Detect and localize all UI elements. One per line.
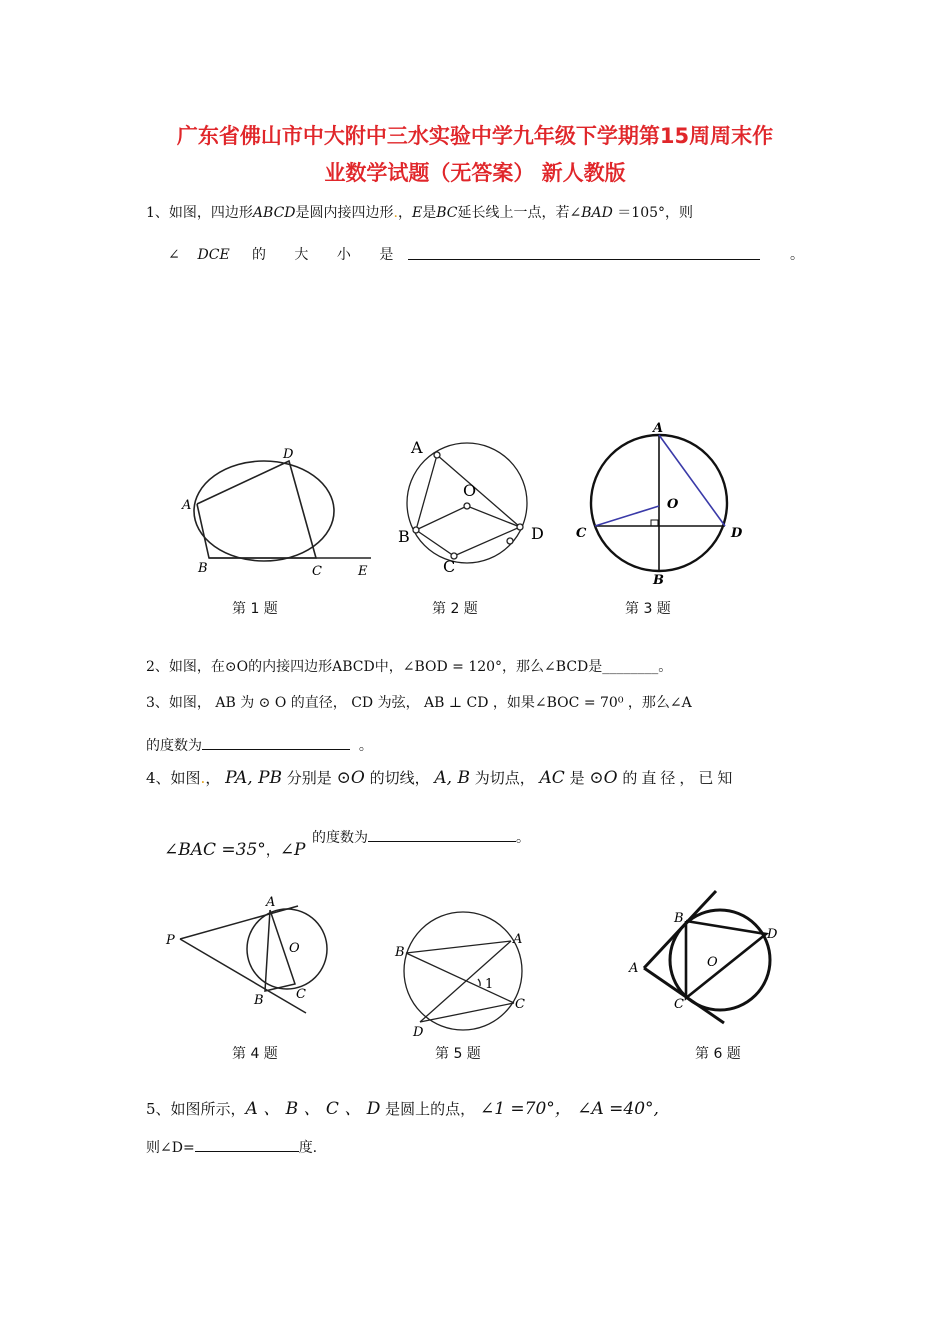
- figure-1: [194, 461, 371, 561]
- fig3-label-a: A: [653, 421, 664, 436]
- fig3-label-d: D: [731, 526, 743, 541]
- fig2-label-o: O: [463, 481, 477, 500]
- fig3-label-c: C: [576, 526, 587, 541]
- fig1-label-d: D: [283, 447, 294, 462]
- figure-2: [407, 443, 527, 563]
- question-4-line-2b: 的度数为 。: [312, 827, 530, 847]
- caption-figure-6: 第 6 题: [695, 1046, 741, 1062]
- caption-figure-1: 第 1 题: [232, 601, 278, 617]
- fig1-label-b: B: [198, 561, 208, 576]
- fig2-label-a: A: [411, 438, 423, 457]
- fig2-label-b: B: [398, 527, 410, 546]
- figure-3: [591, 435, 727, 572]
- question-3-line-1: 3、如图， AB 为 ⊙ O 的直径， CD 为弦， AB ⊥ CD ，如果∠BOC = 70⁰ ，那么∠A: [146, 695, 692, 711]
- question-5-answer-blank[interactable]: [195, 1137, 299, 1152]
- page-title-line-2: 业数学试题（无答案） 新人教版: [324, 161, 626, 185]
- caption-figure-5: 第 5 题: [435, 1046, 481, 1062]
- fig3-label-o: O: [667, 497, 679, 512]
- figures-row-2: [0, 880, 950, 1050]
- question-1-answer-blank[interactable]: [408, 259, 760, 260]
- fig4-label-p: P: [166, 933, 175, 948]
- page-title-line-1: 广东省佛山市中大附中三水实验中学九年级下学期第15周周末作: [176, 124, 774, 148]
- fig6-label-o: O: [707, 955, 718, 970]
- fig2-label-c: C: [443, 557, 456, 576]
- fig1-label-a: A: [182, 498, 192, 513]
- fig3-label-b: B: [653, 573, 664, 588]
- fig6-label-a: A: [629, 961, 639, 976]
- fig5-label-1: 1: [485, 977, 494, 992]
- fig5-label-c: C: [515, 997, 525, 1012]
- question-3-answer-blank[interactable]: [202, 735, 350, 750]
- fig5-label-b: B: [395, 945, 405, 960]
- caption-figure-4: 第 4 题: [232, 1046, 278, 1062]
- fig5-label-a: A: [513, 932, 523, 947]
- fig1-label-c: C: [312, 564, 322, 579]
- question-5-line-2: 则∠D= 度.: [146, 1137, 317, 1157]
- figures-row-1: [0, 400, 950, 600]
- fig2-label-d: D: [531, 524, 544, 543]
- question-1-line-2: ∠ DCE 的 大 小 是: [168, 247, 406, 263]
- question-4-line-2a: ∠BAC =35°，∠P: [164, 840, 306, 860]
- fig4-label-c: C: [296, 987, 306, 1002]
- question-1-line-1: 1、如图，四边形ABCD是圆内接四边形.，E是BC延长线上一点，若∠BAD ＝105°，则: [146, 205, 694, 221]
- question-1-end: 。: [790, 247, 804, 263]
- fig6-label-c: C: [674, 997, 684, 1012]
- fig4-label-o: O: [289, 941, 300, 956]
- fig1-label-e: E: [358, 564, 368, 579]
- question-5-line-1: 5、如图所示，A 、 B 、 C 、 D 是圆上的点， ∠1 =70°， ∠A =40°,: [146, 1099, 659, 1119]
- question-4-answer-blank[interactable]: [368, 827, 516, 842]
- fig6-label-b: B: [674, 911, 684, 926]
- fig5-label-d: D: [413, 1025, 424, 1040]
- fig4-label-b: B: [254, 993, 264, 1008]
- figure-5: [404, 912, 522, 1030]
- question-4-line-1: 4、如图.， PA, PB 分别是 ⊙O 的切线， A, B 为切点， AC 是 ⊙O 的直径，已知: [146, 768, 737, 788]
- fig6-label-d: D: [767, 927, 778, 942]
- question-2: 2、如图，在⊙O的内接四边形ABCD中，∠BOD = 120°，那么∠BCD是________。: [146, 659, 673, 675]
- question-3-line-2: 的度数为 。: [146, 735, 373, 755]
- fig4-label-a: A: [266, 895, 276, 910]
- caption-figure-3: 第 3 题: [625, 601, 671, 617]
- caption-figure-2: 第 2 题: [432, 601, 478, 617]
